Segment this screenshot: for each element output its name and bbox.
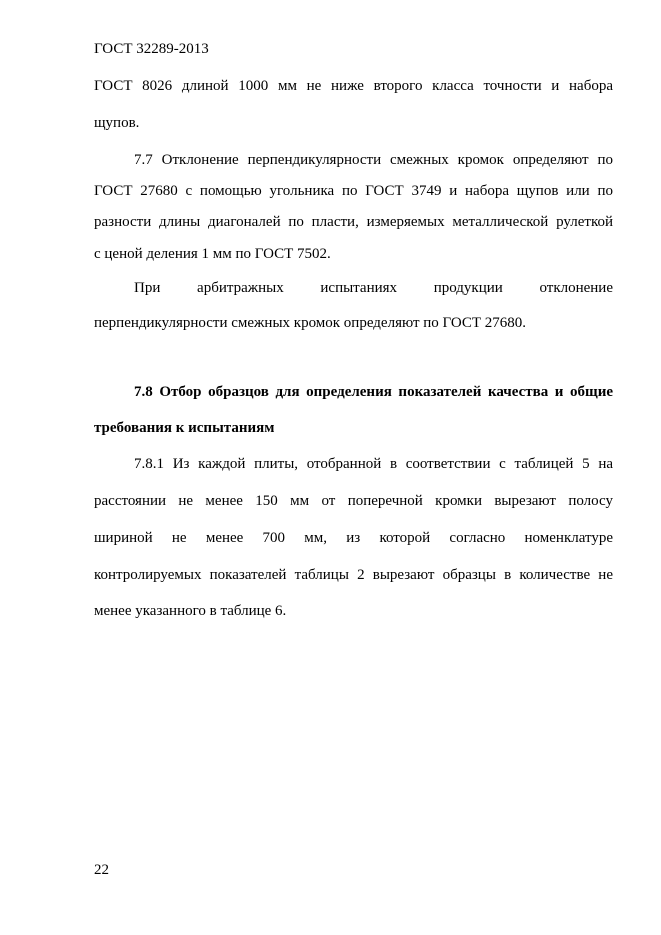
text-line: расстоянии не менее 150 мм от поперечной кромки вырезают полосу [94, 493, 613, 509]
section-7-8-heading: 7.8 Отбор образцов для определения показателей качества и общие [134, 384, 613, 400]
text-line: ГОСТ 8026 длиной 1000 мм не ниже второго класса точности и набора [94, 78, 613, 94]
document-code-header: ГОСТ 32289-2013 [94, 41, 209, 57]
text-line: шириной не менее 700 мм, из которой согласно номенклатуре [94, 530, 613, 546]
text-line: с ценой деления 1 мм по ГОСТ 7502. [94, 246, 331, 262]
text-line: щупов. [94, 115, 140, 131]
text-line: менее указанного в таблице 6. [94, 603, 287, 619]
text-line: перпендикулярности смежных кромок определяют по ГОСТ 27680. [94, 315, 527, 331]
text-line: контролируемых показателей таблицы 2 вырезают образцы в количестве не [94, 567, 613, 583]
paragraph-arbitration-start: При арбитражных испытаниях продукции отклонение [134, 280, 613, 296]
text-line: разности длины диагоналей по пласти, измеряемых металлической рулеткой [94, 214, 613, 230]
paragraph-7-8-1-start: 7.8.1 Из каждой плиты, отобранной в соответствии с таблицей 5 на [134, 456, 613, 472]
paragraph-7-7-start: 7.7 Отклонение перпендикулярности смежных кромок определяют по [134, 152, 613, 168]
text-line: ГОСТ 27680 с помощью угольника по ГОСТ 3749 и набора щупов или по [94, 183, 613, 199]
page-number: 22 [94, 862, 109, 878]
section-7-8-heading-cont: требования к испытаниям [94, 420, 275, 436]
